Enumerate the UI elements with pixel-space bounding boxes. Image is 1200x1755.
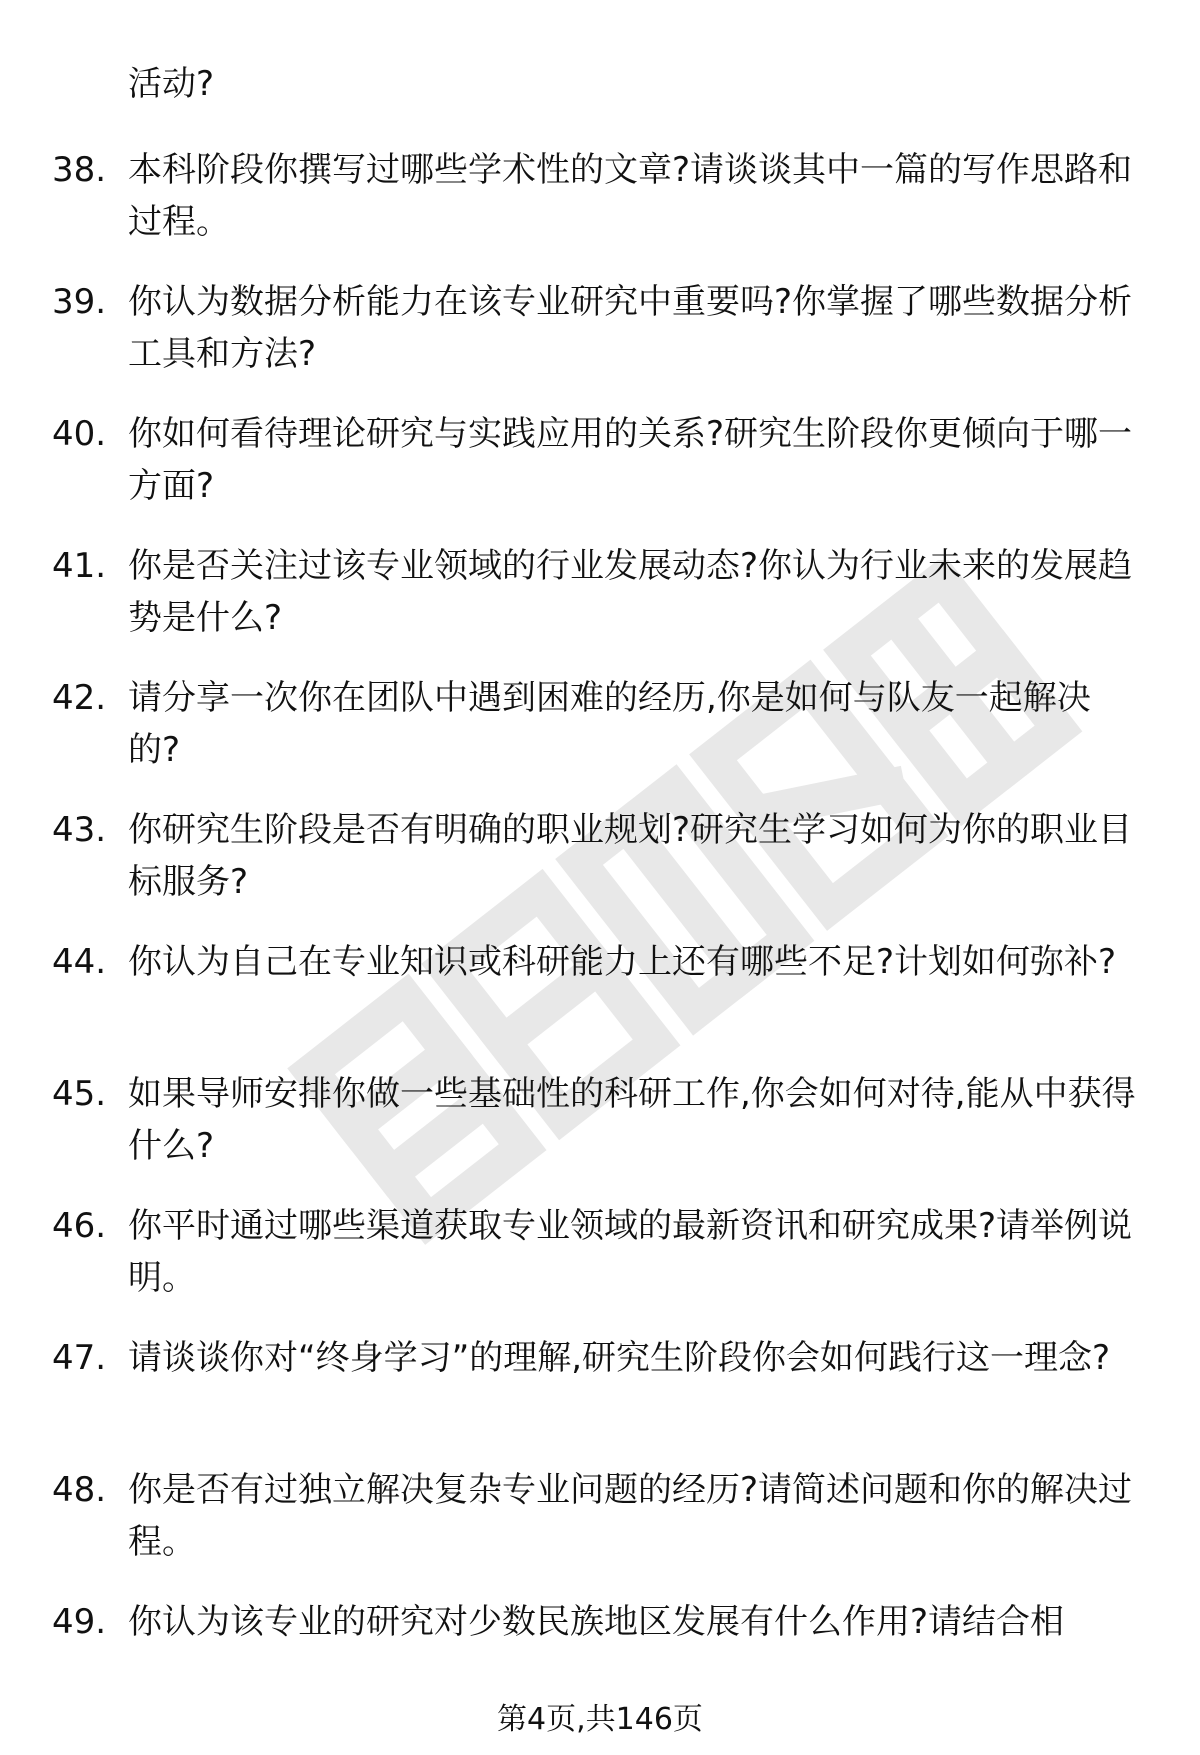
question-text: 本科阶段你撰写过哪些学术性的文章?请谈谈其中一篇的写作思路和过程。	[128, 150, 1133, 242]
question-text: 你是否关注过该专业领域的行业发展动态?你认为行业未来的发展趋势是什么?	[128, 546, 1133, 638]
question-number: 46.	[52, 1206, 107, 1246]
question-item	[0, 144, 1200, 276]
question-text: 你认为该专业的研究对少数民族地区发展有什么作用?请结合相	[128, 1602, 1065, 1642]
question-text: 你研究生阶段是否有明确的职业规划?研究生学习如何为你的职业目标服务?	[128, 810, 1133, 902]
question-item	[0, 1332, 1200, 1464]
question-text: 你认为自己在专业知识或科研能力上还有哪些不足?计划如何弥补?	[128, 942, 1117, 982]
question-item	[0, 276, 1200, 408]
question-item	[0, 936, 1200, 1068]
question-item	[0, 1200, 1200, 1332]
question-number: 40.	[52, 414, 107, 454]
question-number: 43.	[52, 810, 107, 850]
question-text: 你是否有过独立解决复杂专业问题的经历?请简述问题和你的解决过程。	[128, 1470, 1133, 1562]
question-number: 49.	[52, 1602, 107, 1642]
question-text: 请分享一次你在团队中遇到困难的经历,你是如何与队友一起解决的?	[128, 678, 1091, 770]
question-text: 你认为数据分析能力在该专业研究中重要吗?你掌握了哪些数据分析工具和方法?	[128, 282, 1133, 374]
question-item	[0, 672, 1200, 804]
page-footer: 第4页,共146页	[497, 1702, 703, 1737]
question-number: 48.	[52, 1470, 107, 1510]
question-text: 如果导师安排你做一些基础性的科研工作,你会如何对待,能从中获得什么?	[128, 1074, 1136, 1166]
continued-question-text: 活动?	[128, 64, 215, 104]
question-number: 41.	[52, 546, 107, 586]
question-list	[0, 144, 1200, 1728]
question-number: 42.	[52, 678, 107, 718]
question-number: 45.	[52, 1074, 107, 1114]
question-number: 39.	[52, 282, 107, 322]
question-item	[0, 804, 1200, 936]
question-item	[0, 540, 1200, 672]
question-item	[0, 1464, 1200, 1596]
question-item	[0, 408, 1200, 540]
question-number: 44.	[52, 942, 107, 982]
question-text: 你平时通过哪些渠道获取专业领域的最新资讯和研究成果?请举例说明。	[128, 1206, 1133, 1298]
question-text: 你如何看待理论研究与实践应用的关系?研究生阶段你更倾向于哪一方面?	[128, 414, 1133, 506]
question-number: 38.	[52, 150, 107, 190]
question-number: 47.	[52, 1338, 107, 1378]
question-text: 请谈谈你对“终身学习”的理解,研究生阶段你会如何践行这一理念?	[128, 1338, 1111, 1378]
question-item	[0, 1068, 1200, 1200]
